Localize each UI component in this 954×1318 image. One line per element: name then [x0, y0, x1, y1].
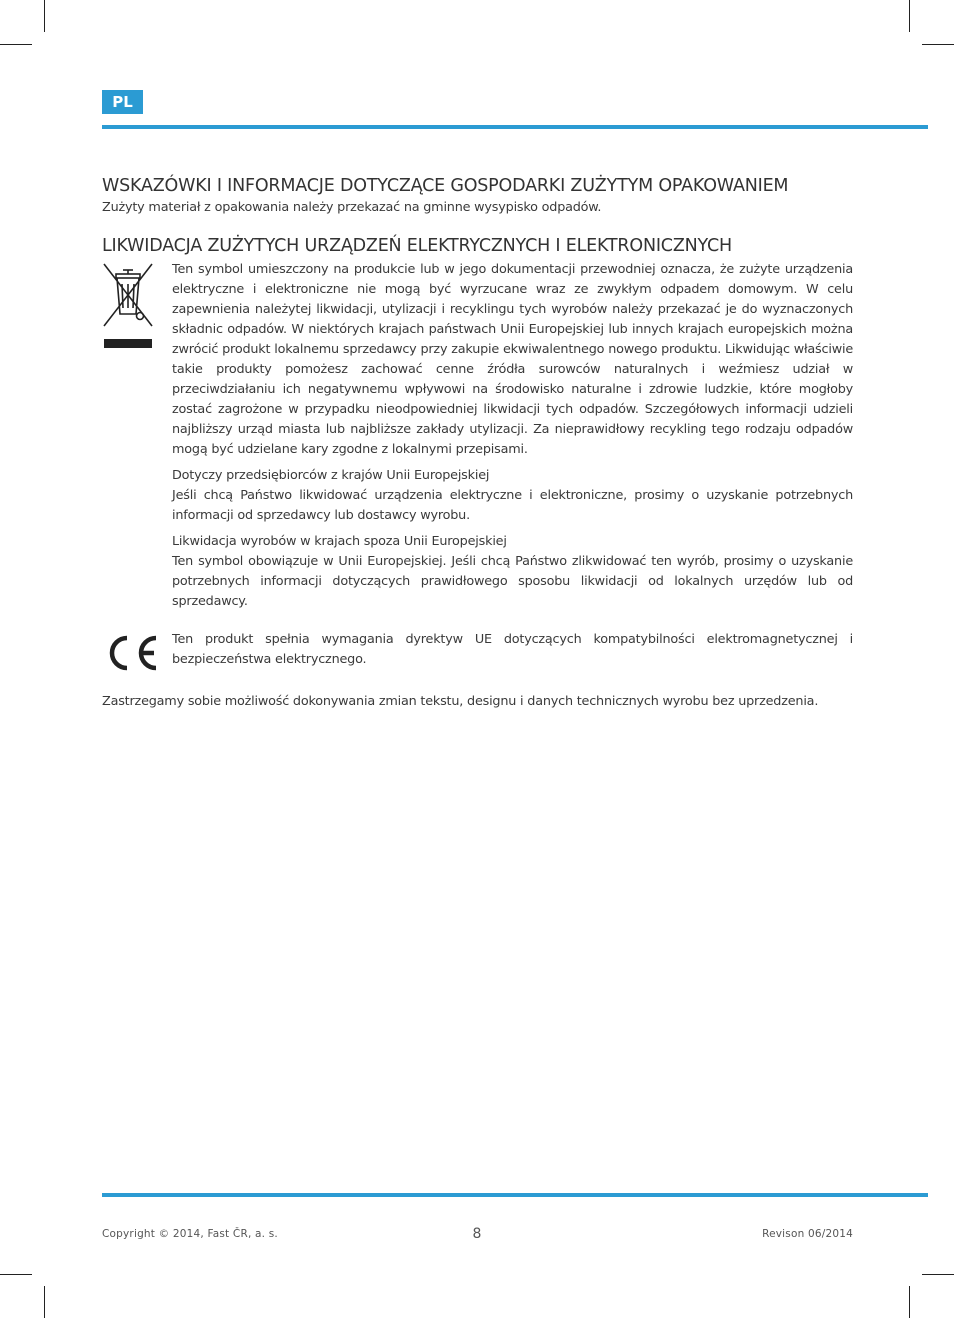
crop-mark [922, 44, 954, 45]
crop-mark [909, 1286, 910, 1318]
footer-copyright: Copyright © 2014, Fast ČR, a. s. [102, 1228, 278, 1240]
ce-icon-column [102, 630, 172, 674]
non-eu-title: Likwidacja wyrobów w krajach spoza Unii Europejskiej [172, 534, 507, 549]
crop-mark [44, 1286, 45, 1318]
crop-mark [922, 1274, 954, 1275]
packaging-text: Zużyty materiał z opakowania należy przekazać na gminne wysypisko odpadów. [102, 200, 602, 215]
ce-row [102, 630, 853, 674]
header-rule [102, 125, 928, 129]
page-content [102, 175, 853, 712]
weee-crossed-bin-icon [102, 262, 154, 350]
eu-business-title: Dotyczy przedsiębiorców z krajów Unii Europejskiej [172, 468, 490, 483]
crop-mark [44, 0, 45, 32]
ce-text-column [172, 630, 853, 674]
footer-rule [102, 1193, 928, 1197]
weee-heading: LIKWIDACJA ZUŻYTYCH URZĄDZEŃ ELEKTRYCZNYCH I ELEKTRONICZNYCH [102, 236, 733, 256]
packaging-section [102, 175, 853, 218]
disclaimer-text: Zastrzegamy sobie możliwość dokonywania zmian tekstu, designu i danych technicznych wyrobu bez uprzedzenia. [102, 694, 819, 709]
ce-mark-icon [104, 634, 160, 672]
footer-revision: Revison 06/2014 [762, 1228, 853, 1240]
weee-icon-column [102, 260, 172, 612]
weee-row [102, 260, 853, 612]
ce-text: Ten produkt spełnia wymagania dyrektyw UE dotyczących kompatybilności elektromagnetycznej i bezpieczeństwa elektrycznego. [172, 632, 853, 667]
page-number: 8 [472, 1226, 482, 1242]
language-badge: PL [102, 90, 143, 114]
crop-mark [0, 1274, 32, 1275]
crop-mark [909, 0, 910, 32]
weee-main-text: Ten symbol umieszczony na produkcie lub w jego dokumentacji przewodniej oznacza, że zużyte urządzenia elektryczne i elektroniczne nie mogą być wyrzucane wraz ze zwykłym odpadem domowym. W celu zapewnienia należytej likwidacji, utylizacji i recyklingu tych wyrobów należy przekazać je do wyznaczonych składnic odpadów. W niektórych krajach państwach Unii Europejskiej lub innych krajach europejskich można zwrócić produkt lokalnemu sprzedawcy przy zakupie ekwiwalentnego nowego produktu. Likwidując właściwie takie produkty pomożesz zachować cenne źródła surowców naturalnych i weźmiesz udział w przeciwdziałaniu ich negatywnemu wpływowi na środowisko naturalne i zdrowie ludzkie, które mogłoby zostać zagrożone w przypadku nieodpowiedniej likwidacji tych odpadów. Szczegółowych informacji udzieli najbliższy urząd miasta lub najbliższe zakłady utylizacji. Za nieprawidłowy recykling tego rodzaju odpadów mogą być udzielane kary zgodne z lokalnymi przepisami. [172, 262, 853, 457]
crop-mark [0, 44, 32, 45]
weee-text-column [172, 260, 853, 612]
non-eu-text: Ten symbol obowiązuje w Unii Europejskiej. Jeśli chcą Państwo zlikwidować ten wyrób, prosimy o uzyskanie potrzebnych informacji dotyczących prawidłowego sposobu likwidacji od lokalnych urzędów lub od sprzedawcy. [172, 554, 853, 609]
eu-business-text: Jeśli chcą Państwo likwidować urządzenia elektryczne i elektroniczne, prosimy o uzyskanie potrzebnych informacji od sprzedawcy lub dostawcy wyrobu. [172, 488, 853, 523]
weee-section [102, 235, 853, 612]
packaging-heading: WSKAZÓWKI I INFORMACJE DOTYCZĄCE GOSPODARKI ZUŻYTYM OPAKOWANIEM [102, 176, 789, 196]
